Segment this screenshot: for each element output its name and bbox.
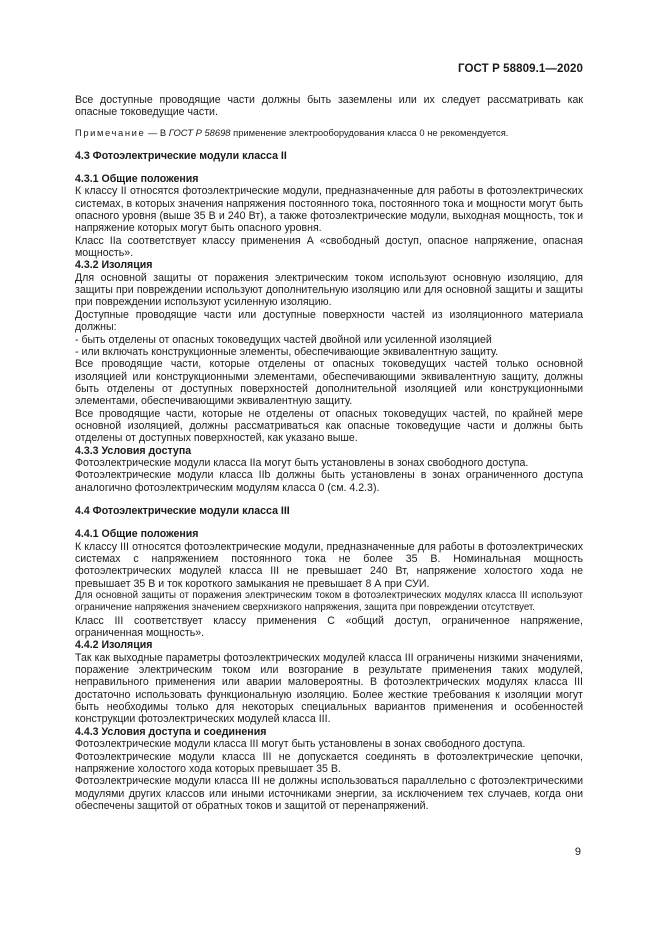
note-text: применение электрооборудования класса 0 не рекомендуется. bbox=[230, 126, 509, 138]
paragraph: Фотоэлектрические модули класса IIb должны быть установлены в зонах ограниченного доступа аналогично фотоэлектрическим модулям класса 0 (см. 4.2.3). bbox=[75, 469, 583, 494]
paragraph: Все доступные проводящие части должны быть заземлены или их следует рассматривать как опасные токоведущие части. bbox=[75, 94, 583, 119]
note-label: Примечание bbox=[75, 126, 146, 138]
paragraph: Доступные проводящие части или доступные поверхности частей из изоляционного материала должны: bbox=[75, 308, 583, 334]
subsection-title-4-3-2: 4.3.2 Изоляция bbox=[75, 259, 153, 272]
paragraph: Для основной защиты от поражения электрическим током в фотоэлектрических модулях класса III используют ограничение напряжения значением сверхнизкого напряжения, защита при повреждении отсутствует. bbox=[75, 590, 583, 614]
subsection-title-4-4-1: 4.4.1 Общие положения bbox=[75, 528, 199, 541]
section-title-4-4: 4.4 Фотоэлектрические модули класса III bbox=[75, 504, 290, 517]
section-title-4-3: 4.3 Фотоэлектрические модули класса II bbox=[75, 149, 287, 162]
paragraph: Так как выходные параметры фотоэлектрических модулей класса III ограничены низкими значениями, поражение электрическим током или возгорание в результате применения таких модулей, неправильного применения или аварии маловероятны. В фотоэлектрических модулях класса III достаточно использовать функциональную изоляцию. Более жесткие требования к изоляции могут быть необходимы только для некоторых специальных вариантов применения и особенностей конструкции фотоэлектрических модулей класса III. bbox=[75, 651, 583, 726]
document-number-header: ГОСТ Р 58809.1—2020 bbox=[458, 63, 583, 75]
paragraph: Все проводящие части, которые не отделены от опасных токоведущих частей, по крайней мере основной изоляцией, должны рассматриваться как опасные токоведущие части и должны быть отделены от доступных поверхностей, как указано выше. bbox=[75, 407, 583, 445]
note-reference: ГОСТ Р 58698 bbox=[168, 126, 231, 138]
paragraph: Все проводящие части, которые отделены от опасных токоведущих частей только основной изоляцией или конструкционными элементами, обеспечивающими эквивалентную защиту, должны быть отделены от доступных поверхностей дополнительной изоляцией или конструкционными элементами, обеспечивающими эквивалентную защиту. bbox=[75, 358, 583, 408]
subsection-title-4-3-1: 4.3.1 Общие положения bbox=[75, 173, 199, 186]
paragraph: Фотоэлектрические модули класса III не допускается соединять в фотоэлектрические цепочки, напряжение холостого хода которых превышает 35 В. bbox=[75, 750, 583, 775]
subsection-title-4-3-3: 4.3.3 Условия доступа bbox=[75, 444, 192, 457]
page-number: 9 bbox=[574, 846, 581, 858]
list-item: - быть отделены от опасных токоведущих частей двойной или усиленной изоляцией bbox=[75, 333, 492, 346]
subsection-title-4-4-2: 4.4.2 Изоляция bbox=[75, 639, 153, 652]
note-dash: — В bbox=[145, 126, 169, 138]
document-body bbox=[75, 94, 583, 812]
paragraph: Класс III соответствует классу применения С «общий доступ, ограниченное напряжение, ограниченная мощность». bbox=[75, 614, 583, 640]
paragraph: Фотоэлектрические модули класса III могут быть установлены в зонах свободного доступа. bbox=[75, 738, 526, 751]
paragraph: Класс IIa соответствует классу применения А «свободный доступ, опасное напряжение, опасная мощность». bbox=[75, 234, 583, 260]
note bbox=[75, 127, 583, 139]
paragraph: Для основной защиты от поражения электрическим током используют основную изоляцию, для защиты при повреждении используют дополнительную изоляцию или для основной защиты и защиты при повреждении используют усиленную изоляцию. bbox=[75, 271, 583, 309]
paragraph: Фотоэлектрические модули класса III не должны использоваться параллельно с фотоэлектрическими модулями других классов или иными источниками энергии, за исключением тех случаев, когда они обеспечены защитой от обратных токов и защитой от перенапряжений. bbox=[75, 775, 583, 812]
list-item: - или включать конструкционные элементы, обеспечивающие эквивалентную защиту. bbox=[75, 345, 499, 358]
paragraph: К классу III относятся фотоэлектрические модули, предназначенные для работы в фотоэлектрических системах с напряжением постоянного тока не более 35 В. Номинальная мощность фотоэлектрических модулей класса III не превышает 240 Вт, напряжение холостого хода не превышает 35 В и ток короткого замыкания не превышает 8 А при СУИ. bbox=[75, 540, 583, 590]
subsection-title-4-4-3: 4.4.3 Условия доступа и соединения bbox=[75, 725, 267, 738]
paragraph: К классу II относятся фотоэлектрические модули, предназначенные для работы в фотоэлектрических системах, в которых значения напряжения постоянного тока, постоянного тока и мощности могут быть опасного уровня (выше 35 В и 240 Вт), а также фотоэлектрические модули, выходная мощность, ток и напряжение которых могут быть опасного уровня. bbox=[75, 185, 583, 235]
paragraph: Фотоэлектрические модули класса IIa могут быть установлены в зонах свободного доступа. bbox=[75, 456, 529, 469]
